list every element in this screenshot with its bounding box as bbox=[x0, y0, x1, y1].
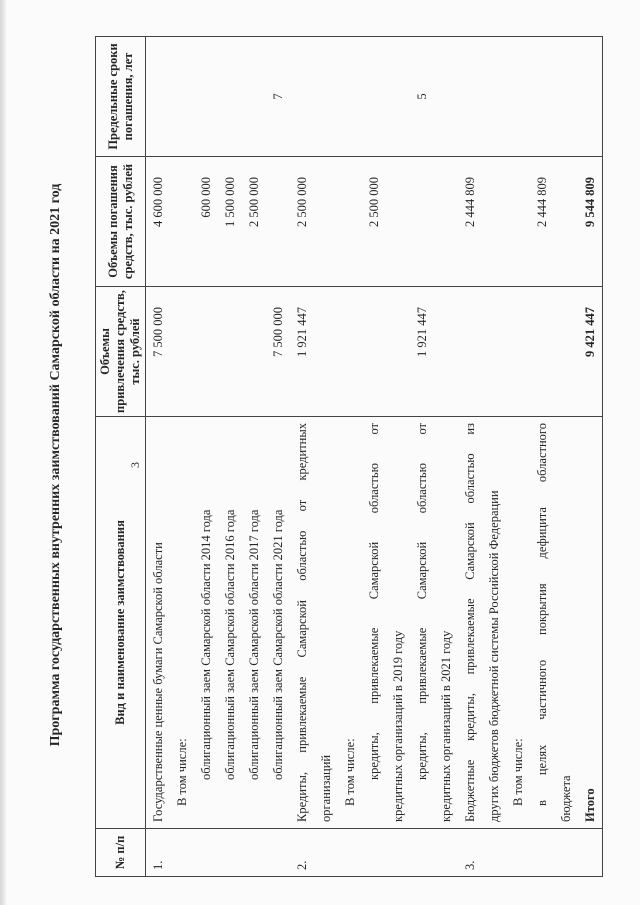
cell-attract bbox=[458, 287, 482, 417]
table-row bbox=[506, 37, 530, 877]
cell-term bbox=[458, 37, 482, 157]
total-repay: 9 544 809 bbox=[578, 157, 603, 287]
cell-attract: 1 921 447 bbox=[290, 287, 314, 417]
cell-num bbox=[434, 829, 458, 877]
cell-attract bbox=[194, 287, 218, 417]
cell-repay: 2 500 000 bbox=[242, 157, 266, 287]
rotated-document-page bbox=[0, 25, 615, 905]
cell-attract bbox=[554, 287, 578, 417]
table-row bbox=[314, 37, 338, 877]
cell-num bbox=[194, 829, 218, 877]
cell-name: Бюджетные кредиты, привлекаемые Самарской областью из bbox=[458, 417, 482, 829]
cell-term bbox=[506, 37, 530, 157]
cell-name: бюджета bbox=[554, 417, 578, 829]
header-num: № п/п bbox=[96, 829, 146, 877]
cell-attract bbox=[314, 287, 338, 417]
cell-attract bbox=[170, 287, 194, 417]
cell-term bbox=[170, 37, 194, 157]
cell-attract bbox=[530, 287, 554, 417]
cell-term bbox=[578, 37, 603, 157]
cell-repay bbox=[506, 157, 530, 287]
cell-repay: 600 000 bbox=[194, 157, 218, 287]
cell-attract bbox=[242, 287, 266, 417]
cell-term bbox=[338, 37, 362, 157]
header-name: Вид и наименование заимствования bbox=[96, 417, 146, 829]
cell-attract bbox=[338, 287, 362, 417]
cell-num bbox=[362, 829, 386, 877]
table-row bbox=[530, 37, 554, 877]
cell-term bbox=[194, 37, 218, 157]
table-row bbox=[146, 37, 171, 877]
cell-repay: 2 444 809 bbox=[458, 157, 482, 287]
cell-repay bbox=[434, 157, 458, 287]
cell-num bbox=[506, 829, 530, 877]
header-term: Предельные сроки погашения, лет bbox=[96, 37, 146, 157]
cell-repay bbox=[554, 157, 578, 287]
cell-num bbox=[554, 829, 578, 877]
table-row bbox=[482, 37, 506, 877]
cell-term bbox=[530, 37, 554, 157]
cell-term bbox=[218, 37, 242, 157]
table-row bbox=[434, 37, 458, 877]
document-title: Программа государственных внутренних заимствований Самарской области на 2021 год bbox=[48, 183, 63, 747]
cell-name: кредитных организаций в 2021 году bbox=[434, 417, 458, 829]
cell-num bbox=[578, 829, 603, 877]
table-row bbox=[218, 37, 242, 877]
cell-name: облигационный заем Самарской области 2016 года bbox=[218, 417, 242, 829]
cell-name: кредиты, привлекаемые Самарской областью от bbox=[362, 417, 386, 829]
cell-repay: 1 500 000 bbox=[218, 157, 242, 287]
cell-term bbox=[242, 37, 266, 157]
cell-attract: 7 500 000 bbox=[146, 287, 171, 417]
table-total-row bbox=[578, 37, 603, 877]
cell-name: облигационный заем Самарской области 2014 года bbox=[194, 417, 218, 829]
cell-num bbox=[386, 829, 410, 877]
cell-name: облигационный заем Самарской области 2017 года bbox=[242, 417, 266, 829]
header-repay: Объемы погашения средств, тыс. рублей bbox=[96, 157, 146, 287]
cell-num bbox=[314, 829, 338, 877]
cell-attract bbox=[506, 287, 530, 417]
total-label: Итого bbox=[578, 417, 603, 829]
cell-term: 5 bbox=[410, 37, 434, 157]
cell-num: 3. bbox=[458, 829, 482, 877]
cell-term bbox=[362, 37, 386, 157]
table-row bbox=[386, 37, 410, 877]
cell-num bbox=[266, 829, 290, 877]
cell-term bbox=[554, 37, 578, 157]
cell-name: Кредиты, привлекаемые Самарской областью от кредитных bbox=[290, 417, 314, 829]
cell-name: в целях частичного покрытия дефицита областного bbox=[530, 417, 554, 829]
table-row bbox=[242, 37, 266, 877]
cell-term bbox=[314, 37, 338, 157]
table-row bbox=[170, 37, 194, 877]
table-row bbox=[290, 37, 314, 877]
cell-name: В том числе: bbox=[338, 417, 362, 829]
table-row bbox=[362, 37, 386, 877]
cell-num bbox=[218, 829, 242, 877]
cell-name: организаций bbox=[314, 417, 338, 829]
cell-attract bbox=[482, 287, 506, 417]
cell-name: Государственные ценные бумаги Самарской области bbox=[146, 417, 171, 829]
cell-term bbox=[290, 37, 314, 157]
table-row bbox=[194, 37, 218, 877]
page-number: 3 bbox=[128, 462, 142, 468]
cell-name: В том числе: bbox=[506, 417, 530, 829]
cell-repay bbox=[386, 157, 410, 287]
cell-num: 1. bbox=[146, 829, 171, 877]
cell-repay: 2 444 809 bbox=[530, 157, 554, 287]
cell-num bbox=[242, 829, 266, 877]
cell-num bbox=[338, 829, 362, 877]
cell-term: 7 bbox=[266, 37, 290, 157]
cell-attract bbox=[362, 287, 386, 417]
cell-name: кредиты, привлекаемые Самарской областью от bbox=[410, 417, 434, 829]
cell-repay bbox=[482, 157, 506, 287]
cell-term bbox=[146, 37, 171, 157]
table-row bbox=[266, 37, 290, 877]
cell-repay: 4 600 000 bbox=[146, 157, 171, 287]
cell-repay: 2 500 000 bbox=[290, 157, 314, 287]
cell-attract bbox=[434, 287, 458, 417]
cell-term bbox=[386, 37, 410, 157]
cell-attract bbox=[218, 287, 242, 417]
cell-repay bbox=[410, 157, 434, 287]
cell-repay bbox=[314, 157, 338, 287]
cell-repay: 2 500 000 bbox=[362, 157, 386, 287]
borrowing-program-table bbox=[95, 36, 603, 877]
cell-term bbox=[482, 37, 506, 157]
table-row bbox=[410, 37, 434, 877]
header-attract: Объемы привлечения средств, тыс. рублей bbox=[96, 287, 146, 417]
cell-name: кредитных организаций в 2019 году bbox=[386, 417, 410, 829]
total-attract: 9 421 447 bbox=[578, 287, 603, 417]
cell-attract bbox=[386, 287, 410, 417]
table-row bbox=[338, 37, 362, 877]
table-header-row bbox=[96, 37, 146, 877]
cell-repay bbox=[266, 157, 290, 287]
table-row bbox=[458, 37, 482, 877]
cell-num bbox=[482, 829, 506, 877]
cell-attract: 7 500 000 bbox=[266, 287, 290, 417]
cell-term bbox=[434, 37, 458, 157]
cell-num bbox=[410, 829, 434, 877]
cell-name: В том числе: bbox=[170, 417, 194, 829]
cell-repay bbox=[338, 157, 362, 287]
cell-num bbox=[530, 829, 554, 877]
cell-num: 2. bbox=[290, 829, 314, 877]
cell-attract: 1 921 447 bbox=[410, 287, 434, 417]
cell-repay bbox=[170, 157, 194, 287]
cell-name: облигационный заем Самарской области 2021 года bbox=[266, 417, 290, 829]
cell-name: других бюджетов бюджетной системы Российской Федерации bbox=[482, 417, 506, 829]
table-row bbox=[554, 37, 578, 877]
cell-num bbox=[170, 829, 194, 877]
